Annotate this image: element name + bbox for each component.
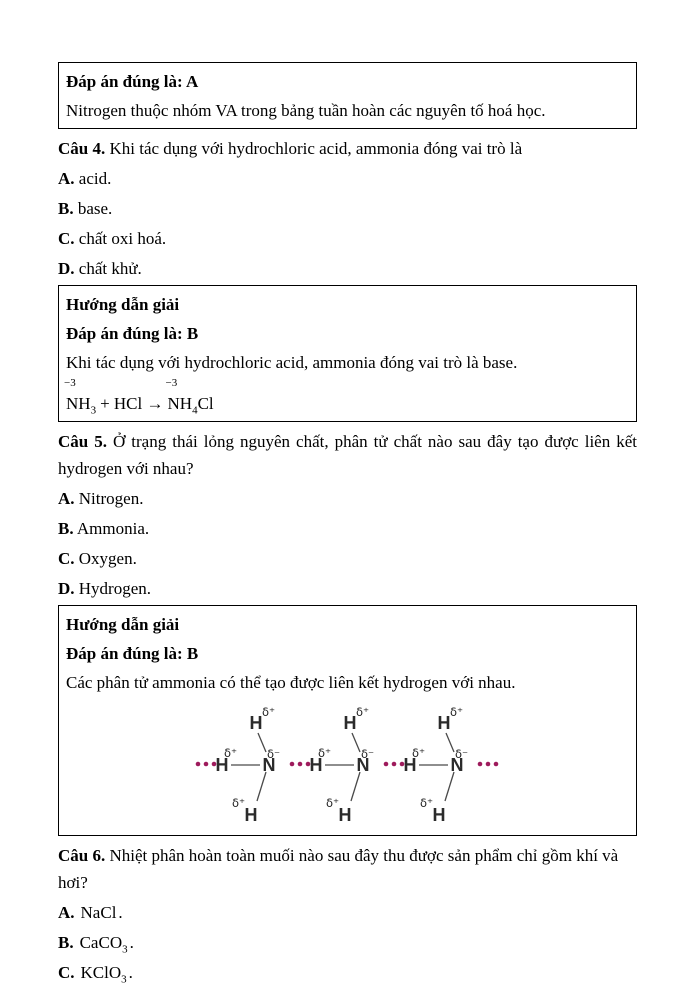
hydrogen-bond-dot [196,762,201,767]
hydrogen-bond-dot [478,762,483,767]
option-row [58,575,637,602]
option-text: Oxygen. [78,549,137,568]
option-row [58,195,637,222]
hydrogen-bond-dot [298,762,303,767]
option-row [58,545,637,572]
option-letter: D. [58,259,75,278]
subscript: 4 [192,404,198,417]
delta-minus-label: δ⁻ [455,747,469,761]
option-text: chất khử. [78,259,142,278]
option-formula [79,933,134,956]
nh-bond [445,772,454,801]
nh-bond [446,733,454,752]
option-letter: C. [58,963,75,982]
option-row [58,225,637,252]
question-6 [58,842,637,896]
explanation-text: Các phân tử ammonia có thể tạo được liên kết hydrogen với nhau. [66,673,516,692]
explanation-text: Nitrogen thuộc nhóm VA trong bảng tuần hoàn các nguyên tố hoá học. [66,101,546,120]
question-text: Khi tác dụng với hydrochloric acid, ammonia đóng vai trò là [109,139,523,158]
oxidation-state-label: −3 [64,377,76,389]
option-letter: A. [58,489,75,508]
h-atom-label: H [343,713,357,733]
diagram-container [192,700,628,831]
option-row [58,929,637,956]
option-row [58,899,637,926]
delta-minus-label: δ⁻ [267,747,281,761]
subscript: 3 [90,404,97,417]
question-text: Ở trạng thái lỏng nguyên chất, phân tử chất nào sau đây tạo được liên kết hydrogen với nhau? [58,432,638,478]
atom-with-oxidation [165,377,180,417]
n-atom-label: N [262,755,276,775]
h-atom-label: H [403,755,417,775]
delta-plus-label: δ⁺ [412,746,426,760]
chemical-equation [66,378,628,417]
solution-box-top [58,62,637,129]
option-formula [80,963,133,986]
option-text: base. [77,199,113,218]
question-text: Nhiệt phân hoàn toàn muối nào sau đây thu được sản phẩm chỉ gồm khí và hơi? [58,846,619,892]
option-text: chất oxi hoá. [78,229,167,248]
option-formula [81,903,123,922]
h-atom-label: H [244,805,258,825]
option-letter: A. [58,903,75,922]
option-row [58,515,637,542]
formula-subscript: 3 [121,973,127,986]
delta-plus-label: δ⁺ [450,705,464,719]
option-text: Nitrogen. [78,489,144,508]
h-atom: H [78,394,91,413]
option-text: Ammonia. [76,519,150,538]
hydrogen-bond-dot [384,762,389,767]
delta-plus-label: δ⁺ [420,796,434,810]
delta-plus-label: δ⁺ [318,746,332,760]
h-atom-label: H [215,755,229,775]
hydrogen-bond-dot [290,762,295,767]
formula-subscript: 3 [122,943,128,956]
hydrogen-bond-dot [486,762,491,767]
h-atom: H [179,394,193,413]
option-text: acid. [78,169,112,188]
formula-base: CaCO [79,933,123,952]
nh-bond [352,733,360,752]
solution-box-q5 [58,605,637,836]
delta-plus-label: δ⁺ [232,796,246,810]
solution-heading: Hướng dẫn giải [66,615,180,634]
formula-period: . [128,963,133,982]
equation-middle: + HCl → [100,394,164,413]
cl-atom: Cl [197,394,214,413]
n-atom: N [66,394,79,413]
n-atom: N [167,394,180,413]
delta-plus-label: δ⁺ [326,796,340,810]
solution-box-q4 [58,285,637,422]
oxidation-state-label: −3 [165,377,178,389]
solution-heading: Hướng dẫn giải [66,295,180,314]
h-atom-label: H [309,755,323,775]
delta-plus-label: δ⁺ [356,705,370,719]
h-atom-label: H [249,713,263,733]
question-4 [58,135,637,162]
answer-label: Đáp án đúng là: B [66,324,199,343]
nh-bond [257,772,266,801]
hydrogen-bond-dot [494,762,499,767]
option-text: Hydrogen. [78,579,152,598]
h-atom-label: H [338,805,352,825]
question-number: Câu 4. [58,139,106,158]
nh-bond [258,733,266,752]
option-letter: C. [58,549,75,568]
option-letter: A. [58,169,75,188]
h-atom-label: H [432,805,446,825]
n-atom-label: N [356,755,370,775]
formula-base: NaCl [80,903,117,922]
n-atom-label: N [450,755,464,775]
option-row [58,255,637,282]
delta-plus-label: δ⁺ [262,705,276,719]
option-row [58,165,637,192]
question-number: Câu 5. [58,432,107,451]
question-number: Câu 6. [58,846,106,865]
explanation-text: Khi tác dụng với hydrochloric acid, ammonia đóng vai trò là base. [66,353,518,372]
h-atom-label: H [437,713,451,733]
formula-period: . [129,933,134,952]
option-letter: D. [58,579,75,598]
formula-period: . [118,903,123,922]
atom-with-oxidation [64,377,79,417]
option-letter: B. [58,933,74,952]
answer-label: Đáp án đúng là: B [66,644,199,663]
delta-plus-label: δ⁺ [224,746,238,760]
option-letter: B. [58,199,74,218]
hydrogen-bond-dot [392,762,397,767]
hydrogen-bond-dot [204,762,209,767]
delta-minus-label: δ⁻ [361,747,375,761]
formula-base: KClO [80,963,122,982]
option-letter: B. [58,519,74,538]
nh-bond [351,772,360,801]
answer-label: Đáp án đúng là: A [66,72,199,91]
hydrogen-bond-diagram [192,700,504,826]
option-letter: C. [58,229,75,248]
option-row [58,485,637,512]
question-5 [58,428,637,482]
